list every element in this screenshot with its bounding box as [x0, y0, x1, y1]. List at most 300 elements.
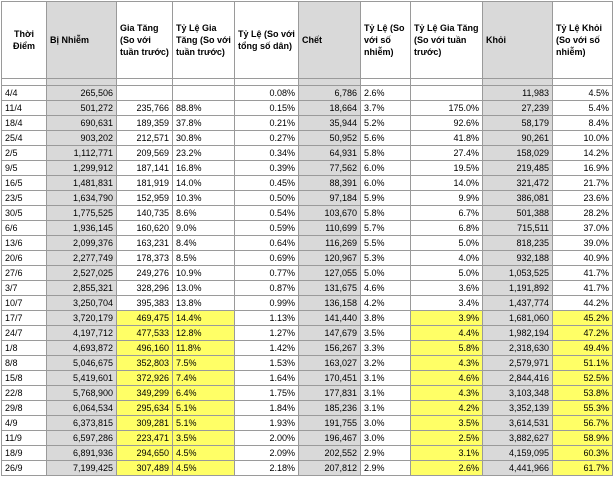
cell-date: 1/8	[2, 341, 47, 356]
cell-recovered: 1,191,892	[483, 281, 553, 296]
cell-increase	[117, 86, 173, 101]
cell-infected: 6,597,286	[47, 431, 117, 446]
spacer-row	[2, 79, 613, 86]
cell-population-rate: 0.54%	[235, 206, 299, 221]
cell-population-rate: 1.13%	[235, 311, 299, 326]
cell-death-increase-rate: 3.4%	[411, 296, 483, 311]
cell-deaths: 177,831	[299, 386, 361, 401]
cell-infected: 3,250,704	[47, 296, 117, 311]
cell-deaths: 163,027	[299, 356, 361, 371]
cell-death-increase-rate: 4.3%	[411, 386, 483, 401]
cell-deaths: 50,952	[299, 131, 361, 146]
table-row	[2, 356, 613, 371]
cell-death-rate: 3.1%	[361, 401, 411, 416]
cell-deaths: 35,944	[299, 116, 361, 131]
cell-increase-rate: 11.8%	[173, 341, 235, 356]
cell-death-rate: 5.5%	[361, 236, 411, 251]
cell-population-rate: 0.39%	[235, 161, 299, 176]
cell-recovered: 4,159,095	[483, 446, 553, 461]
cell-deaths: 156,267	[299, 341, 361, 356]
cell-death-increase-rate: 2.6%	[411, 461, 483, 476]
cell-deaths: 127,055	[299, 266, 361, 281]
cell-population-rate: 0.99%	[235, 296, 299, 311]
cell-infected: 5,768,900	[47, 386, 117, 401]
table-row	[2, 266, 613, 281]
cell-deaths: 77,562	[299, 161, 361, 176]
cell-date: 11/4	[2, 101, 47, 116]
cell-increase: 294,650	[117, 446, 173, 461]
cell-recovery-rate: 58.9%	[553, 431, 613, 446]
cell-increase: 295,634	[117, 401, 173, 416]
cell-recovered: 932,188	[483, 251, 553, 266]
cell-recovery-rate: 40.9%	[553, 251, 613, 266]
cell-recovery-rate: 60.3%	[553, 446, 613, 461]
cell-increase-rate: 3.5%	[173, 431, 235, 446]
cell-death-increase-rate: 4.0%	[411, 251, 483, 266]
cell-date: 23/5	[2, 191, 47, 206]
cell-increase: 496,160	[117, 341, 173, 356]
cell-infected: 2,099,376	[47, 236, 117, 251]
cell-population-rate: 1.27%	[235, 326, 299, 341]
cell-death-increase-rate: 4.4%	[411, 326, 483, 341]
cell-death-rate: 3.1%	[361, 371, 411, 386]
cell-increase: 187,141	[117, 161, 173, 176]
cell-recovered: 1,053,525	[483, 266, 553, 281]
cell-recovered: 219,485	[483, 161, 553, 176]
cell-death-increase-rate: 4.3%	[411, 356, 483, 371]
cell-population-rate: 0.87%	[235, 281, 299, 296]
cell-recovered: 3,614,531	[483, 416, 553, 431]
cell-date: 15/8	[2, 371, 47, 386]
table-header	[2, 2, 613, 79]
cell-population-rate: 1.93%	[235, 416, 299, 431]
cell-increase-rate: 4.5%	[173, 461, 235, 476]
cell-death-rate: 3.1%	[361, 386, 411, 401]
cell-increase-rate: 14.4%	[173, 311, 235, 326]
table-row	[2, 131, 613, 146]
table-body	[2, 79, 613, 476]
cell-population-rate: 0.21%	[235, 116, 299, 131]
cell-population-rate: 2.18%	[235, 461, 299, 476]
cell-recovered: 58,179	[483, 116, 553, 131]
cell-recovery-rate: 61.7%	[553, 461, 613, 476]
cell-recovery-rate: 21.7%	[553, 176, 613, 191]
cell-date: 18/4	[2, 116, 47, 131]
header-death-increase-rate: Tỷ Lệ Gia Tăng (So với tuần trước)	[411, 2, 483, 79]
cell-deaths: 116,269	[299, 236, 361, 251]
cell-increase-rate: 10.3%	[173, 191, 235, 206]
cell-infected: 501,272	[47, 101, 117, 116]
cell-death-rate: 3.3%	[361, 341, 411, 356]
cell-deaths: 110,699	[299, 221, 361, 236]
cell-recovery-rate: 37.0%	[553, 221, 613, 236]
header-deaths: Chết	[299, 2, 361, 79]
cell-deaths: 64,931	[299, 146, 361, 161]
cell-infected: 903,202	[47, 131, 117, 146]
cell-recovered: 4,441,966	[483, 461, 553, 476]
cell-infected: 3,720,179	[47, 311, 117, 326]
cell-infected: 6,373,815	[47, 416, 117, 431]
cell-infected: 1,634,790	[47, 191, 117, 206]
cell-recovered: 90,261	[483, 131, 553, 146]
cell-increase-rate: 6.4%	[173, 386, 235, 401]
cell-deaths: 97,184	[299, 191, 361, 206]
cell-population-rate: 1.42%	[235, 341, 299, 356]
cell-recovered: 11,983	[483, 86, 553, 101]
cell-infected: 265,506	[47, 86, 117, 101]
cell-increase-rate: 5.1%	[173, 401, 235, 416]
cell-date: 24/7	[2, 326, 47, 341]
cell-recovered: 2,318,630	[483, 341, 553, 356]
header-increase-rate: Tỷ Lệ Gia Tăng (So với tuần trước)	[173, 2, 235, 79]
header-infected: Bị Nhiễm	[47, 2, 117, 79]
cell-increase: 372,926	[117, 371, 173, 386]
cell-infected: 4,693,872	[47, 341, 117, 356]
cell-deaths: 147,679	[299, 326, 361, 341]
cell-infected: 1,936,145	[47, 221, 117, 236]
cell-recovered: 386,081	[483, 191, 553, 206]
cell-population-rate: 1.84%	[235, 401, 299, 416]
cell-increase: 309,281	[117, 416, 173, 431]
cell-increase: 212,571	[117, 131, 173, 146]
table-row	[2, 146, 613, 161]
cell-increase-rate: 8.6%	[173, 206, 235, 221]
cell-deaths: 185,236	[299, 401, 361, 416]
cell-date: 26/9	[2, 461, 47, 476]
cell-population-rate: 2.09%	[235, 446, 299, 461]
cell-death-increase-rate: 3.1%	[411, 446, 483, 461]
table-row	[2, 116, 613, 131]
cell-date: 4/9	[2, 416, 47, 431]
cell-population-rate: 0.34%	[235, 146, 299, 161]
cell-infected: 1,775,525	[47, 206, 117, 221]
cell-date: 27/6	[2, 266, 47, 281]
cell-infected: 5,046,675	[47, 356, 117, 371]
cell-death-increase-rate: 6.8%	[411, 221, 483, 236]
table-row	[2, 206, 613, 221]
cell-population-rate: 0.69%	[235, 251, 299, 266]
cell-recovered: 818,235	[483, 236, 553, 251]
cell-infected: 5,419,601	[47, 371, 117, 386]
cell-recovery-rate: 14.2%	[553, 146, 613, 161]
cell-date: 16/5	[2, 176, 47, 191]
cell-increase: 189,359	[117, 116, 173, 131]
cell-increase: 352,803	[117, 356, 173, 371]
cell-recovery-rate: 23.6%	[553, 191, 613, 206]
cell-increase-rate: 13.0%	[173, 281, 235, 296]
cell-infected: 1,112,771	[47, 146, 117, 161]
cell-deaths: 207,812	[299, 461, 361, 476]
cell-infected: 690,631	[47, 116, 117, 131]
cell-date: 20/6	[2, 251, 47, 266]
cell-increase-rate	[173, 86, 235, 101]
cell-increase: 223,471	[117, 431, 173, 446]
cell-date: 10/7	[2, 296, 47, 311]
cell-deaths: 141,440	[299, 311, 361, 326]
cell-date: 13/6	[2, 236, 47, 251]
cell-increase-rate: 30.8%	[173, 131, 235, 146]
cell-recovered: 3,352,139	[483, 401, 553, 416]
cell-infected: 7,199,425	[47, 461, 117, 476]
cell-date: 17/7	[2, 311, 47, 326]
cell-recovery-rate: 16.9%	[553, 161, 613, 176]
cell-increase-rate: 4.5%	[173, 446, 235, 461]
cell-increase: 152,959	[117, 191, 173, 206]
header-date: Thời Điểm	[2, 2, 47, 79]
table-row	[2, 101, 613, 116]
cell-date: 6/6	[2, 221, 47, 236]
header-increase: Gia Tăng (So với tuần trước)	[117, 2, 173, 79]
cell-date: 29/8	[2, 401, 47, 416]
cell-death-rate: 3.7%	[361, 101, 411, 116]
cell-population-rate: 0.50%	[235, 191, 299, 206]
cell-death-increase-rate: 14.0%	[411, 176, 483, 191]
cell-increase-rate: 9.0%	[173, 221, 235, 236]
cell-death-increase-rate: 41.8%	[411, 131, 483, 146]
cell-death-rate: 5.8%	[361, 146, 411, 161]
cell-increase: 477,533	[117, 326, 173, 341]
cell-death-rate: 3.2%	[361, 356, 411, 371]
table-row	[2, 161, 613, 176]
cell-recovery-rate: 5.4%	[553, 101, 613, 116]
cell-recovery-rate: 44.2%	[553, 296, 613, 311]
cell-population-rate: 0.59%	[235, 221, 299, 236]
cell-date: 11/9	[2, 431, 47, 446]
cell-deaths: 18,664	[299, 101, 361, 116]
cell-death-increase-rate: 4.6%	[411, 371, 483, 386]
cell-deaths: 170,451	[299, 371, 361, 386]
cell-death-increase-rate: 19.5%	[411, 161, 483, 176]
cell-deaths: 191,755	[299, 416, 361, 431]
cell-date: 30/5	[2, 206, 47, 221]
cell-death-increase-rate: 9.9%	[411, 191, 483, 206]
table-row	[2, 296, 613, 311]
cell-recovered: 3,882,627	[483, 431, 553, 446]
cell-increase-rate: 12.8%	[173, 326, 235, 341]
cell-increase-rate: 8.5%	[173, 251, 235, 266]
table-row	[2, 221, 613, 236]
cell-recovered: 321,472	[483, 176, 553, 191]
cell-increase-rate: 88.8%	[173, 101, 235, 116]
cell-population-rate: 0.77%	[235, 266, 299, 281]
cell-date: 25/4	[2, 131, 47, 146]
cell-deaths: 131,675	[299, 281, 361, 296]
table-row	[2, 386, 613, 401]
cell-recovery-rate: 4.5%	[553, 86, 613, 101]
table-row	[2, 191, 613, 206]
cell-recovery-rate: 55.3%	[553, 401, 613, 416]
cell-death-increase-rate: 5.0%	[411, 266, 483, 281]
cell-infected: 2,277,749	[47, 251, 117, 266]
cell-death-increase-rate: 3.9%	[411, 311, 483, 326]
cell-death-rate: 2.9%	[361, 446, 411, 461]
cell-increase: 307,489	[117, 461, 173, 476]
table-row	[2, 86, 613, 101]
cell-infected: 4,197,712	[47, 326, 117, 341]
cell-population-rate: 1.75%	[235, 386, 299, 401]
cell-population-rate: 2.00%	[235, 431, 299, 446]
cell-recovery-rate: 8.4%	[553, 116, 613, 131]
cell-increase-rate: 10.9%	[173, 266, 235, 281]
cell-increase-rate: 23.2%	[173, 146, 235, 161]
table-row	[2, 446, 613, 461]
cell-infected: 6,891,936	[47, 446, 117, 461]
cell-death-rate: 2.9%	[361, 461, 411, 476]
cell-increase-rate: 16.8%	[173, 161, 235, 176]
cell-recovery-rate: 52.5%	[553, 371, 613, 386]
cell-increase: 328,296	[117, 281, 173, 296]
cell-date: 4/4	[2, 86, 47, 101]
cell-increase: 249,276	[117, 266, 173, 281]
cell-date: 9/5	[2, 161, 47, 176]
cell-population-rate: 0.08%	[235, 86, 299, 101]
cell-recovery-rate: 56.7%	[553, 416, 613, 431]
cell-population-rate: 0.45%	[235, 176, 299, 191]
cell-recovery-rate: 39.0%	[553, 236, 613, 251]
table-row	[2, 401, 613, 416]
cell-death-rate: 6.0%	[361, 176, 411, 191]
cell-death-increase-rate	[411, 86, 483, 101]
cell-death-rate: 4.6%	[361, 281, 411, 296]
cell-recovered: 1,982,194	[483, 326, 553, 341]
cell-death-rate: 6.0%	[361, 161, 411, 176]
cell-population-rate: 1.53%	[235, 356, 299, 371]
cell-infected: 2,527,025	[47, 266, 117, 281]
cell-deaths: 202,552	[299, 446, 361, 461]
cell-death-increase-rate: 27.4%	[411, 146, 483, 161]
cell-date: 8/8	[2, 356, 47, 371]
table-row	[2, 326, 613, 341]
cell-deaths: 196,467	[299, 431, 361, 446]
cell-increase-rate: 5.1%	[173, 416, 235, 431]
cell-death-increase-rate: 6.7%	[411, 206, 483, 221]
table-row	[2, 431, 613, 446]
cell-date: 22/8	[2, 386, 47, 401]
cell-increase: 181,919	[117, 176, 173, 191]
cell-death-rate: 3.8%	[361, 311, 411, 326]
cell-increase: 395,383	[117, 296, 173, 311]
cell-increase: 235,766	[117, 101, 173, 116]
cell-recovered: 1,681,060	[483, 311, 553, 326]
cell-infected: 6,064,534	[47, 401, 117, 416]
cell-death-increase-rate: 5.8%	[411, 341, 483, 356]
cell-population-rate: 0.27%	[235, 131, 299, 146]
cell-recovered: 27,239	[483, 101, 553, 116]
cell-increase-rate: 37.8%	[173, 116, 235, 131]
cell-recovered: 2,579,971	[483, 356, 553, 371]
header-recovery-rate: Tỷ Lệ Khỏi (So với số nhiễm)	[553, 2, 613, 79]
cell-recovered: 715,511	[483, 221, 553, 236]
cell-death-increase-rate: 92.6%	[411, 116, 483, 131]
cell-increase: 349,299	[117, 386, 173, 401]
table-row	[2, 251, 613, 266]
cell-recovery-rate: 47.2%	[553, 326, 613, 341]
cell-infected: 1,299,912	[47, 161, 117, 176]
cell-death-rate: 4.2%	[361, 296, 411, 311]
cell-recovered: 158,029	[483, 146, 553, 161]
cell-increase: 140,735	[117, 206, 173, 221]
cell-increase: 469,475	[117, 311, 173, 326]
cell-recovery-rate: 53.8%	[553, 386, 613, 401]
cell-death-rate: 5.2%	[361, 116, 411, 131]
cell-increase: 160,620	[117, 221, 173, 236]
cell-death-increase-rate: 3.6%	[411, 281, 483, 296]
cell-death-rate: 5.3%	[361, 251, 411, 266]
table-row	[2, 311, 613, 326]
cell-population-rate: 1.64%	[235, 371, 299, 386]
cell-recovered: 1,437,774	[483, 296, 553, 311]
cell-date: 2/5	[2, 146, 47, 161]
cell-death-rate: 5.7%	[361, 221, 411, 236]
table-row	[2, 236, 613, 251]
cell-death-increase-rate: 175.0%	[411, 101, 483, 116]
cell-increase-rate: 7.5%	[173, 356, 235, 371]
cell-deaths: 6,786	[299, 86, 361, 101]
cell-recovery-rate: 49.4%	[553, 341, 613, 356]
cell-date: 18/9	[2, 446, 47, 461]
cell-increase-rate: 13.8%	[173, 296, 235, 311]
cell-recovery-rate: 41.7%	[553, 281, 613, 296]
cell-increase: 163,231	[117, 236, 173, 251]
cell-death-rate: 2.6%	[361, 86, 411, 101]
cell-recovered: 2,844,416	[483, 371, 553, 386]
cell-infected: 2,855,321	[47, 281, 117, 296]
cell-recovered: 501,388	[483, 206, 553, 221]
cell-death-increase-rate: 4.2%	[411, 401, 483, 416]
cell-infected: 1,481,831	[47, 176, 117, 191]
table-row	[2, 341, 613, 356]
cell-death-rate: 5.6%	[361, 131, 411, 146]
cell-deaths: 88,391	[299, 176, 361, 191]
cell-deaths: 136,158	[299, 296, 361, 311]
cell-recovery-rate: 51.1%	[553, 356, 613, 371]
cell-recovered: 3,103,348	[483, 386, 553, 401]
cell-increase: 209,569	[117, 146, 173, 161]
header-population-rate: Tỷ Lệ (So với tổng số dân)	[235, 2, 299, 79]
cell-death-rate: 3.0%	[361, 416, 411, 431]
table-row	[2, 176, 613, 191]
header-recovered: Khỏi	[483, 2, 553, 79]
cell-population-rate: 0.15%	[235, 101, 299, 116]
cell-death-increase-rate: 2.5%	[411, 431, 483, 446]
cell-death-rate: 5.0%	[361, 266, 411, 281]
cell-death-rate: 3.0%	[361, 431, 411, 446]
cell-increase-rate: 7.4%	[173, 371, 235, 386]
covid-stats-table	[1, 1, 613, 476]
table-row	[2, 371, 613, 386]
table-row	[2, 281, 613, 296]
cell-death-rate: 5.9%	[361, 191, 411, 206]
header-death-rate: Tỷ Lệ (So với số nhiễm)	[361, 2, 411, 79]
cell-death-rate: 5.8%	[361, 206, 411, 221]
cell-death-increase-rate: 5.0%	[411, 236, 483, 251]
cell-death-increase-rate: 3.5%	[411, 416, 483, 431]
table-row	[2, 461, 613, 476]
cell-increase-rate: 8.4%	[173, 236, 235, 251]
cell-deaths: 120,967	[299, 251, 361, 266]
cell-date: 3/7	[2, 281, 47, 296]
cell-death-rate: 3.5%	[361, 326, 411, 341]
cell-increase: 178,373	[117, 251, 173, 266]
table-row	[2, 416, 613, 431]
cell-population-rate: 0.64%	[235, 236, 299, 251]
cell-recovery-rate: 45.2%	[553, 311, 613, 326]
cell-increase-rate: 14.0%	[173, 176, 235, 191]
cell-deaths: 103,670	[299, 206, 361, 221]
cell-recovery-rate: 28.2%	[553, 206, 613, 221]
cell-recovery-rate: 41.7%	[553, 266, 613, 281]
cell-recovery-rate: 10.0%	[553, 131, 613, 146]
